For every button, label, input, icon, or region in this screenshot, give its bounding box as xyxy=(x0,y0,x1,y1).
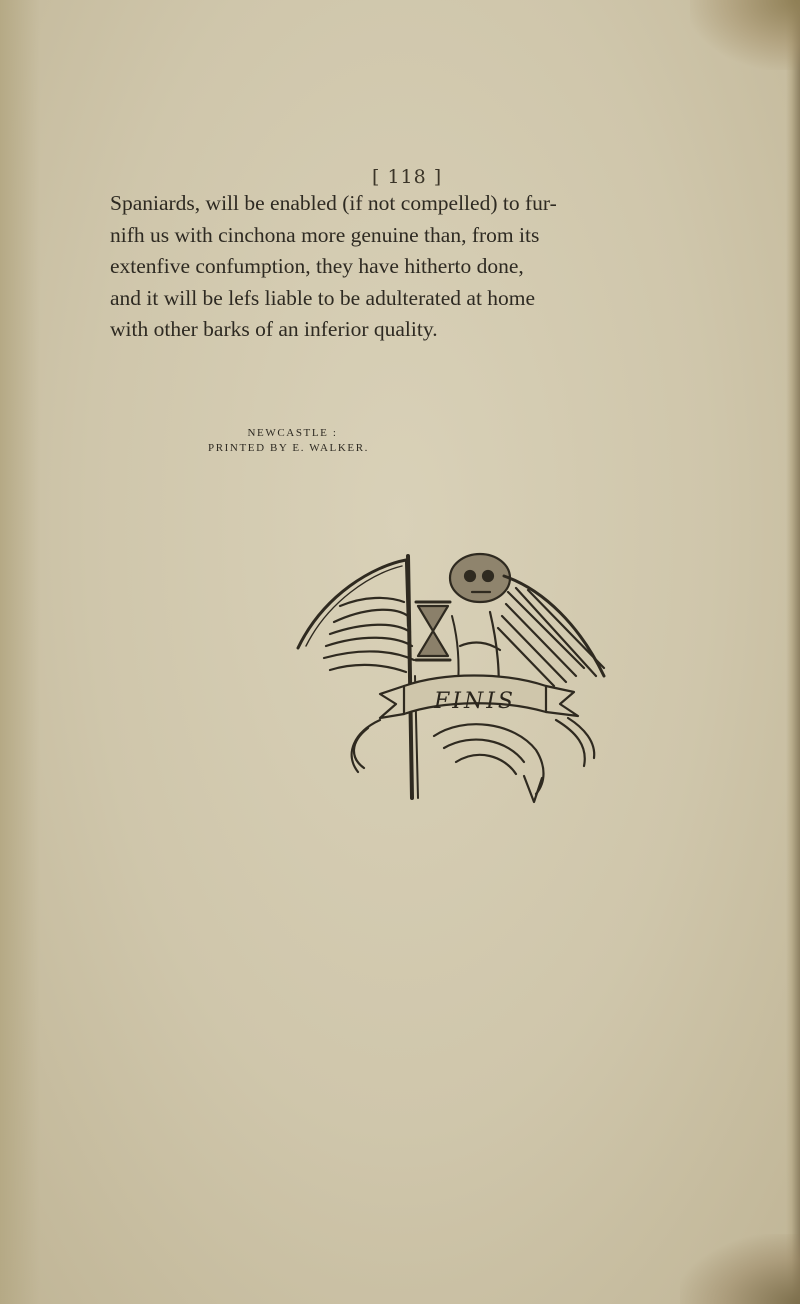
page-number: [ 118 ] xyxy=(372,166,443,188)
colophon xyxy=(208,426,370,456)
paragraph xyxy=(110,188,700,346)
finis-vignette-icon xyxy=(284,536,624,806)
vignette-text: FINIS xyxy=(434,689,516,714)
text-line: nifh us with cinchona more genuine than, from its xyxy=(110,222,540,247)
page-stain xyxy=(680,1234,800,1304)
text-line: and it will be lefs liable to be adulterated at home xyxy=(110,285,536,310)
text-line: with other barks of an inferior quality. xyxy=(110,317,438,341)
text-line: Spaniards, will be enabled (if not compelled) to fur- xyxy=(110,191,557,215)
page-edge-shadow xyxy=(786,0,800,1304)
page-edge-shadow xyxy=(0,0,40,1304)
colophon-place: NEWCASTLE : xyxy=(247,427,338,439)
text-line: extenfive confumption, they have hitherto done, xyxy=(110,254,524,278)
colophon-printer: PRINTED BY E. WALKER. xyxy=(208,442,370,454)
page-stain xyxy=(690,0,800,70)
